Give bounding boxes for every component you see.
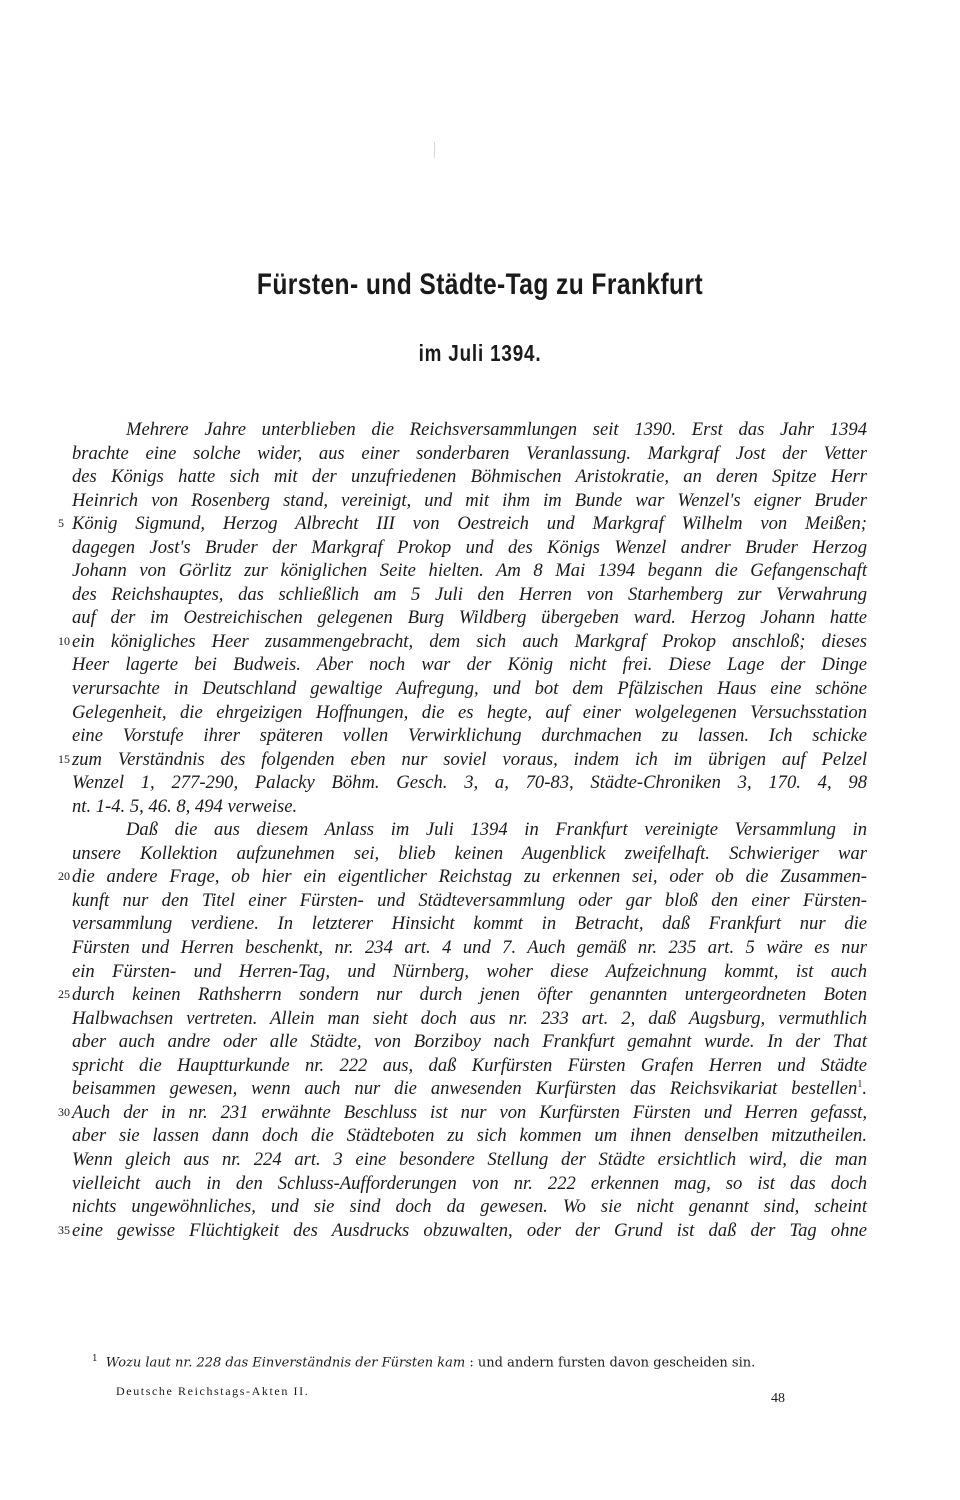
footnote-italic-text: Wozu laut nr. 228 das Einverständnis der Fürsten kam [105, 1355, 466, 1371]
line-text: auf der im Oestreichischen gelegenen Burg Wildberg übergeben ward. Herzog Johann hatte [72, 607, 867, 629]
footnote-reference: 1 [857, 1079, 863, 1091]
line-text: Halbwachsen vertreten. Allein man sieht doch aus nr. 233 art. 2, daß Augsburg, vermuthlich [72, 1007, 867, 1029]
line-text: versammlung verdiene. In letzterer Hinsicht kommt in Betracht, daß Frankfurt nur die [72, 913, 867, 935]
line-number: 35 [58, 1222, 70, 1237]
text-line [58, 630, 867, 654]
text-line [72, 1030, 867, 1054]
footnote-number: 1 [92, 1354, 98, 1364]
text-line [72, 1172, 867, 1196]
text-line [72, 1148, 867, 1172]
text-line [72, 842, 867, 866]
line-text: brachte eine solche wider, aus einer sonderbaren Veranlassung. Markgraf Jost der Vetter [72, 442, 867, 464]
line-text: nichts ungewöhnliches, und sie sind doch da gewesen. Wo sie nicht genannt sind, scheint [72, 1196, 867, 1218]
text-line [72, 960, 867, 984]
line-number: 10 [58, 633, 70, 648]
line-text: Daß die aus diesem Anlass im Juli 1394 in Frankfurt vereinigte Versammlung in [126, 819, 867, 841]
page-title: Fürsten- und Städte-Tag zu Frankfurt [256, 268, 704, 301]
line-text: Heinrich von Rosenberg stand, vereinigt, und mit ihm im Bunde war Wenzel's eigner Bruder [72, 489, 867, 511]
line-text: eine Vorstufe ihrer späteren vollen Verwirklichung durchmachen zu lassen. Ich schicke [72, 725, 867, 747]
text-line [72, 889, 867, 913]
text-line [72, 677, 867, 701]
text-line [72, 1007, 867, 1031]
text-line [58, 512, 867, 536]
text-line [72, 583, 867, 607]
line-text: des Königs hatte sich mit der unzufriedenen Böhmischen Aristokratie, an deren Spitze Herr [72, 466, 867, 488]
footnote [92, 1354, 755, 1370]
text-line [72, 653, 867, 677]
line-text: die andere Frage, ob hier ein eigentlicher Reichstag zu erkennen sei, oder ob die Zusammen- [72, 866, 867, 888]
running-footer: Deutsche Reichstags-Akten II. [116, 1384, 310, 1398]
line-tail: . [862, 1078, 867, 1100]
text-line [72, 489, 867, 513]
line-number: 25 [58, 987, 70, 1002]
line-text: beisammen gewesen, wenn auch nur die anwesenden Kurfürsten das Reichsvikariat bestellen [72, 1078, 858, 1100]
line-text: Wenn gleich aus nr. 224 art. 3 eine besondere Stellung der Städte ersichtlich wird, die man [72, 1148, 867, 1170]
line-text: Fürsten und Herren beschenkt, nr. 234 art. 4 und 7. Auch gemäß nr. 235 art. 5 wäre es nur [72, 937, 867, 959]
line-text: dagegen Jost's Bruder der Markgraf Prokop und des Königs Wenzel andrer Bruder Herzog [72, 536, 867, 558]
footnote-roman-text: : und andern fursten davon gescheiden sin. [465, 1355, 756, 1371]
line-text: aber sie lassen dann doch die Städteboten zu sich kommen um ihnen denselben mitzutheilen. [72, 1125, 867, 1147]
line-text: des Reichshauptes, das schließlich am 5 Juli den Herren von Starhemberg zur Verwahrung [72, 583, 867, 605]
text-line [72, 1077, 867, 1101]
line-text: durch keinen Rathsherrn sondern nur durch jenen öfter genannten untergeordneten Boten [72, 984, 867, 1006]
text-line [72, 818, 867, 842]
line-text: kunft nur den Titel einer Fürsten- und Städteversammlung oder gar bloß den einer Fürsten- [72, 889, 867, 911]
text-line [72, 936, 867, 960]
line-text: Heer lagerte bei Budweis. Aber noch war der König nicht frei. Diese Lage der Dinge [72, 654, 867, 676]
text-line [72, 912, 867, 936]
text-line [72, 1124, 867, 1148]
text-line [58, 983, 867, 1007]
line-text: nt. 1-4. 5, 46. 8, 494 verweise. [72, 795, 298, 817]
line-text: vielleicht auch in den Schluss-Aufforderungen von nr. 222 erkennen mag, so ist das doch [72, 1172, 867, 1194]
text-line [72, 795, 867, 819]
text-line [72, 1054, 867, 1078]
text-line [58, 1219, 867, 1243]
line-number: 30 [58, 1104, 70, 1119]
line-text: spricht die Hauptturkunde nr. 222 aus, daß Kurfürsten Fürsten Grafen Herren und Städte [72, 1054, 867, 1076]
text-line [72, 701, 867, 725]
text-line [58, 748, 867, 772]
text-line [72, 442, 867, 466]
text-line [72, 771, 867, 795]
text-line [72, 559, 867, 583]
text-line [72, 724, 867, 748]
line-text: Wenzel 1, 277-290, Palacky Böhm. Gesch. 3, a, 70-83, Städte-Chroniken 3, 170. 4, 98 [72, 772, 867, 794]
line-text: unsere Kollektion aufzunehmen sei, blieb keinen Augenblick zweifelhaft. Schwieriger war [72, 842, 867, 864]
text-line [72, 418, 867, 442]
text-line [72, 1195, 867, 1219]
page-subtitle: im Juli 1394. [418, 340, 542, 366]
line-text: König Sigmund, Herzog Albrecht III von Oestreich und Markgraf Wilhelm von Meißen; [72, 513, 867, 535]
line-text: zum Verständnis des folgenden eben nur soviel voraus, indem ich im übrigen auf Pelzel [72, 748, 867, 770]
line-text: eine gewisse Flüchtigkeit des Ausdrucks obzuwalten, oder der Grund ist daß der Tag ohne [72, 1219, 867, 1241]
text-line [58, 1101, 867, 1125]
line-text: Gelegenheit, die ehrgeizigen Hoffnungen, die es hegte, auf einer wolgelegenen Versuchsstation [72, 701, 867, 723]
line-number: 5 [58, 516, 64, 531]
text-line [72, 606, 867, 630]
text-line [72, 536, 867, 560]
page-number: 48 [771, 1391, 785, 1406]
scan-speck [434, 142, 435, 158]
text-line [58, 865, 867, 889]
line-number: 15 [58, 751, 70, 766]
line-text: verursachte in Deutschland gewaltige Aufregung, und bot dem Pfälzischen Haus eine schöne [72, 678, 867, 700]
line-text: ein königliches Heer zusammengebracht, dem sich auch Markgraf Prokop anschloß; dieses [72, 630, 867, 652]
line-text: Auch der in nr. 231 erwähnte Beschluss ist nur von Kurfürsten Fürsten und Herren gefasst, [72, 1101, 867, 1123]
body-text [58, 418, 867, 1242]
line-text: aber auch andre oder alle Städte, von Borziboy nach Frankfurt gemahnt wurde. In der That [72, 1031, 867, 1053]
line-text: Mehrere Jahre unterblieben die Reichsversammlungen seit 1390. Erst das Jahr 1394 [126, 419, 867, 440]
text-line [72, 465, 867, 489]
line-text: ein Fürsten- und Herren-Tag, und Nürnberg, woher diese Aufzeichnung kommt, ist auch [72, 960, 867, 982]
line-number: 20 [58, 869, 70, 884]
line-text: Johann von Görlitz zur königlichen Seite hielten. Am 8 Mai 1394 begann die Gefangenschaft [72, 560, 867, 582]
